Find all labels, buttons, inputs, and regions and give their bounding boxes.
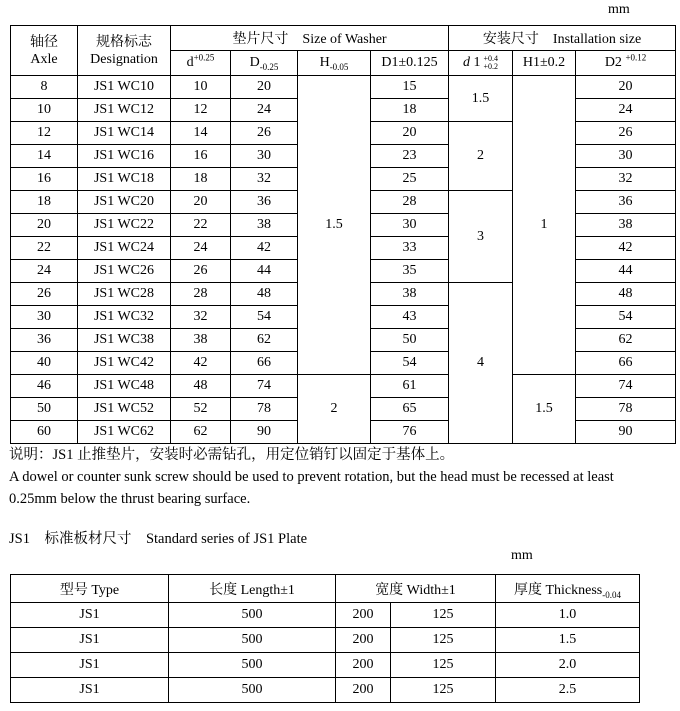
- plate-table-row: [11, 628, 640, 653]
- cell-d: 38: [171, 329, 231, 352]
- cell-axle: 46: [11, 375, 78, 398]
- cell-D: 62: [231, 329, 298, 352]
- unit-label-top: mm: [608, 2, 630, 17]
- cell-type: JS1: [11, 678, 169, 703]
- cell-D1: 15: [371, 76, 449, 99]
- cell-H-merged: 1.5: [298, 76, 371, 375]
- cell-d: 62: [171, 421, 231, 444]
- cell-D: 36: [231, 191, 298, 214]
- cell-D: 74: [231, 375, 298, 398]
- cell-d: 20: [171, 191, 231, 214]
- cell-designation: JS1 WC18: [78, 168, 171, 191]
- cell-designation: JS1 WC52: [78, 398, 171, 421]
- header-col-D2: [576, 51, 676, 76]
- header-washer-group: 垫片尺寸 Size of Washer: [171, 26, 449, 51]
- washer-dimension-table: [10, 25, 676, 444]
- header-col-D1: D1±0.125: [371, 51, 449, 76]
- cell-designation: JS1 WC62: [78, 421, 171, 444]
- cell-D: 20: [231, 76, 298, 99]
- cell-axle: 22: [11, 237, 78, 260]
- cell-D1: 25: [371, 168, 449, 191]
- cell-type: JS1: [11, 603, 169, 628]
- cell-D: 26: [231, 122, 298, 145]
- header-thickness: [496, 575, 640, 603]
- cell-axle: 10: [11, 99, 78, 122]
- note-cn: 说明：JS1 止推垫片，安装时必需钻孔，用定位销钉以固定于基体上。: [9, 447, 455, 463]
- cell-thickness: 1.5: [496, 628, 640, 653]
- header-axle: [11, 26, 78, 76]
- cell-D: 24: [231, 99, 298, 122]
- header-type: 型号 Type: [11, 575, 169, 603]
- cell-width-2: 125: [391, 678, 496, 703]
- cell-designation: JS1 WC24: [78, 237, 171, 260]
- cell-axle: 60: [11, 421, 78, 444]
- cell-length: 500: [169, 678, 336, 703]
- header-install-group: 安装尺寸 Installation size: [449, 26, 676, 51]
- plate-table-row: [11, 653, 640, 678]
- col-D-tolerance: -0.25: [259, 61, 279, 72]
- cell-width-1: 200: [336, 678, 391, 703]
- cell-D: 44: [231, 260, 298, 283]
- cell-D2: 90: [576, 421, 676, 444]
- cell-axle: 50: [11, 398, 78, 421]
- cell-axle: 24: [11, 260, 78, 283]
- col-H-tolerance: -0.05: [329, 61, 349, 72]
- plate-size-table: [10, 574, 640, 703]
- cell-designation: JS1 WC32: [78, 306, 171, 329]
- col-D2-symbol: D2: [604, 55, 622, 70]
- header-col-H1: H1±0.2: [513, 51, 576, 76]
- cell-axle: 26: [11, 283, 78, 306]
- cell-D1: 20: [371, 122, 449, 145]
- cell-D2: 54: [576, 306, 676, 329]
- washer-table-row: [11, 76, 676, 99]
- cell-D1: 38: [371, 283, 449, 306]
- cell-d: 42: [171, 352, 231, 375]
- col-d-tolerance: +0.25: [193, 52, 215, 63]
- cell-d: 16: [171, 145, 231, 168]
- section2-heading: JS1 标准板材尺寸 Standard series of JS1 Plate: [9, 531, 308, 547]
- cell-D1: 65: [371, 398, 449, 421]
- table2-header-row: [11, 575, 640, 603]
- cell-axle: 8: [11, 76, 78, 99]
- cell-designation: JS1 WC26: [78, 260, 171, 283]
- cell-D1: 35: [371, 260, 449, 283]
- cell-type: JS1: [11, 628, 169, 653]
- cell-D2: 38: [576, 214, 676, 237]
- cell-thickness: 2.0: [496, 653, 640, 678]
- cell-d1-merged: 3: [449, 191, 513, 283]
- cell-thickness: 2.5: [496, 678, 640, 703]
- cell-width-1: 200: [336, 653, 391, 678]
- cell-D: 42: [231, 237, 298, 260]
- cell-axle: 40: [11, 352, 78, 375]
- plate-table-row: [11, 678, 640, 703]
- cell-axle: 16: [11, 168, 78, 191]
- cell-D2: 26: [576, 122, 676, 145]
- header-col-D: [231, 51, 298, 76]
- cell-D2: 36: [576, 191, 676, 214]
- cell-D: 48: [231, 283, 298, 306]
- cell-D2: 48: [576, 283, 676, 306]
- cell-width-1: 200: [336, 603, 391, 628]
- cell-D1: 50: [371, 329, 449, 352]
- col-d1-tolerance-lower: +0.2: [483, 61, 499, 71]
- cell-d: 28: [171, 283, 231, 306]
- cell-D1: 61: [371, 375, 449, 398]
- cell-H1-merged: 1: [513, 76, 576, 375]
- cell-D: 66: [231, 352, 298, 375]
- cell-axle: 20: [11, 214, 78, 237]
- cell-d1-merged: 4: [449, 283, 513, 444]
- cell-width-2: 125: [391, 653, 496, 678]
- cell-axle: 14: [11, 145, 78, 168]
- header-col-d: [171, 51, 231, 76]
- unit-label-table2: mm: [511, 548, 533, 563]
- col-D-symbol: D: [249, 55, 260, 70]
- cell-type: JS1: [11, 653, 169, 678]
- cell-H1-merged: 1.5: [513, 375, 576, 444]
- cell-designation: JS1 WC28: [78, 283, 171, 306]
- cell-D2: 78: [576, 398, 676, 421]
- cell-d1-merged: 2: [449, 122, 513, 191]
- cell-designation: JS1 WC42: [78, 352, 171, 375]
- cell-D2: 24: [576, 99, 676, 122]
- col-d-symbol: d: [186, 55, 194, 70]
- col-d1-number: 1: [470, 55, 481, 71]
- cell-width-2: 125: [391, 603, 496, 628]
- cell-D: 30: [231, 145, 298, 168]
- table1-header-row-1: [11, 26, 676, 51]
- header-thickness-label: 厚度 Thickness: [513, 582, 603, 598]
- cell-d: 26: [171, 260, 231, 283]
- cell-width-1: 200: [336, 628, 391, 653]
- cell-d: 22: [171, 214, 231, 237]
- cell-d: 12: [171, 99, 231, 122]
- cell-axle: 30: [11, 306, 78, 329]
- cell-D2: 42: [576, 237, 676, 260]
- cell-D2: 62: [576, 329, 676, 352]
- note-en-line2: 0.25mm below the thrust bearing surface.: [9, 491, 251, 507]
- header-designation: [78, 26, 171, 76]
- cell-D1: 28: [371, 191, 449, 214]
- header-thickness-tolerance: -0.04: [602, 589, 621, 600]
- cell-D: 78: [231, 398, 298, 421]
- cell-designation: JS1 WC16: [78, 145, 171, 168]
- header-designation-en: Designation: [90, 51, 158, 67]
- cell-axle: 12: [11, 122, 78, 145]
- cell-designation: JS1 WC38: [78, 329, 171, 352]
- cell-axle: 36: [11, 329, 78, 352]
- cell-H-merged: 2: [298, 375, 371, 444]
- cell-D1: 23: [371, 145, 449, 168]
- cell-D2: 32: [576, 168, 676, 191]
- cell-designation: JS1 WC10: [78, 76, 171, 99]
- cell-d: 48: [171, 375, 231, 398]
- cell-length: 500: [169, 603, 336, 628]
- cell-length: 500: [169, 628, 336, 653]
- cell-d: 18: [171, 168, 231, 191]
- cell-d: 32: [171, 306, 231, 329]
- col-d1-symbol: d: [463, 55, 471, 71]
- header-axle-en: Axle: [30, 51, 58, 67]
- cell-D1: 54: [371, 352, 449, 375]
- cell-d: 24: [171, 237, 231, 260]
- note-en-line1: A dowel or counter sunk screw should be used to prevent rotation, but the head must be recessed at least: [9, 469, 614, 485]
- cell-d: 52: [171, 398, 231, 421]
- cell-D2: 20: [576, 76, 676, 99]
- cell-D: 38: [231, 214, 298, 237]
- cell-designation: JS1 WC12: [78, 99, 171, 122]
- cell-designation: JS1 WC48: [78, 375, 171, 398]
- header-col-H: [298, 51, 371, 76]
- cell-axle: 18: [11, 191, 78, 214]
- header-length: 长度 Length±1: [169, 575, 336, 603]
- header-col-d1: [449, 51, 513, 76]
- cell-D: 32: [231, 168, 298, 191]
- cell-D1: 43: [371, 306, 449, 329]
- cell-designation: JS1 WC20: [78, 191, 171, 214]
- cell-thickness: 1.0: [496, 603, 640, 628]
- col-H-symbol: H: [319, 55, 330, 70]
- washer-table-row: [11, 375, 676, 398]
- header-width: 宽度 Width±1: [336, 575, 496, 603]
- notes-block: [9, 444, 674, 510]
- col-D2-tolerance: +0.12: [625, 52, 647, 63]
- col-d1-tolerance-upper: +0.4: [483, 53, 499, 63]
- plate-table-row: [11, 603, 640, 628]
- cell-D2: 74: [576, 375, 676, 398]
- cell-d: 14: [171, 122, 231, 145]
- cell-D1: 30: [371, 214, 449, 237]
- cell-D: 90: [231, 421, 298, 444]
- cell-D1: 76: [371, 421, 449, 444]
- cell-d1-merged: 1.5: [449, 76, 513, 122]
- header-axle-cn: 轴径: [30, 34, 58, 50]
- cell-D1: 33: [371, 237, 449, 260]
- cell-d: 10: [171, 76, 231, 99]
- cell-D: 54: [231, 306, 298, 329]
- cell-designation: JS1 WC14: [78, 122, 171, 145]
- header-designation-cn: 规格标志: [96, 34, 152, 50]
- cell-D2: 66: [576, 352, 676, 375]
- cell-D1: 18: [371, 99, 449, 122]
- col-d1-tolerance-stack: [484, 55, 499, 71]
- cell-designation: JS1 WC22: [78, 214, 171, 237]
- cell-D2: 30: [576, 145, 676, 168]
- cell-length: 500: [169, 653, 336, 678]
- cell-D2: 44: [576, 260, 676, 283]
- cell-width-2: 125: [391, 628, 496, 653]
